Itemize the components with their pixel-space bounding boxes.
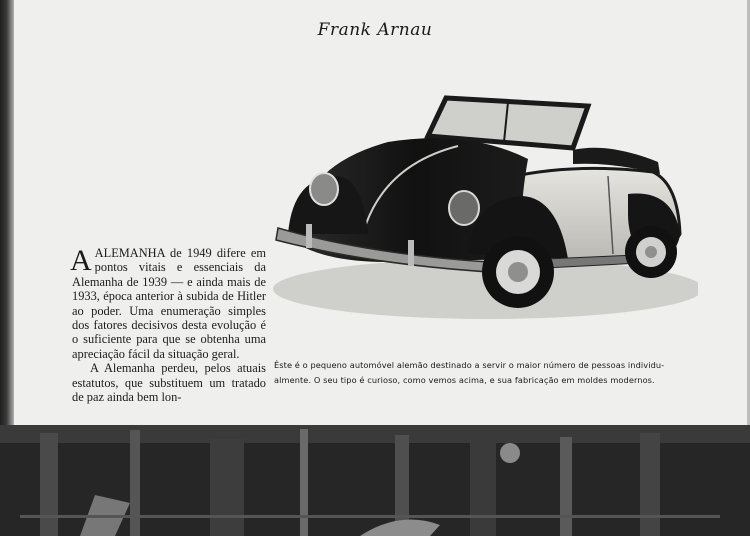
paragraph-1-text: ALEMANHA de 1949 difere em pontos vitais e essenciais da Alemanha de 1939 — e ainda mais de 1933, época anterior à subida de Hitler ao poder. Uma enumeração simples dos fatores decisivos desta evolução é o suficiente para que se obtenha uma apreciação fácil da situação geral. xyxy=(72,246,266,361)
drop-cap: A xyxy=(70,244,92,277)
article-body xyxy=(72,246,266,404)
article-paragraph-1 xyxy=(72,246,266,361)
author-name: Frank Arnau xyxy=(317,20,433,40)
caption-line-1: Êste é o pequeno automóvel alemão destinado a servir o maior número de pessoas individu- xyxy=(274,360,665,370)
caption-line-2: almente. O seu tipo é curioso, como vemos acima, e sua fabricação em moldes modernos. xyxy=(274,375,655,385)
car-photo xyxy=(268,84,698,344)
photo-caption xyxy=(274,358,694,388)
article-paragraph-2: A Alemanha perdeu, pelos atuais estatutos, que substituem um tratado de paz ainda bem lon- xyxy=(72,361,266,405)
bottom-photo xyxy=(0,425,750,536)
